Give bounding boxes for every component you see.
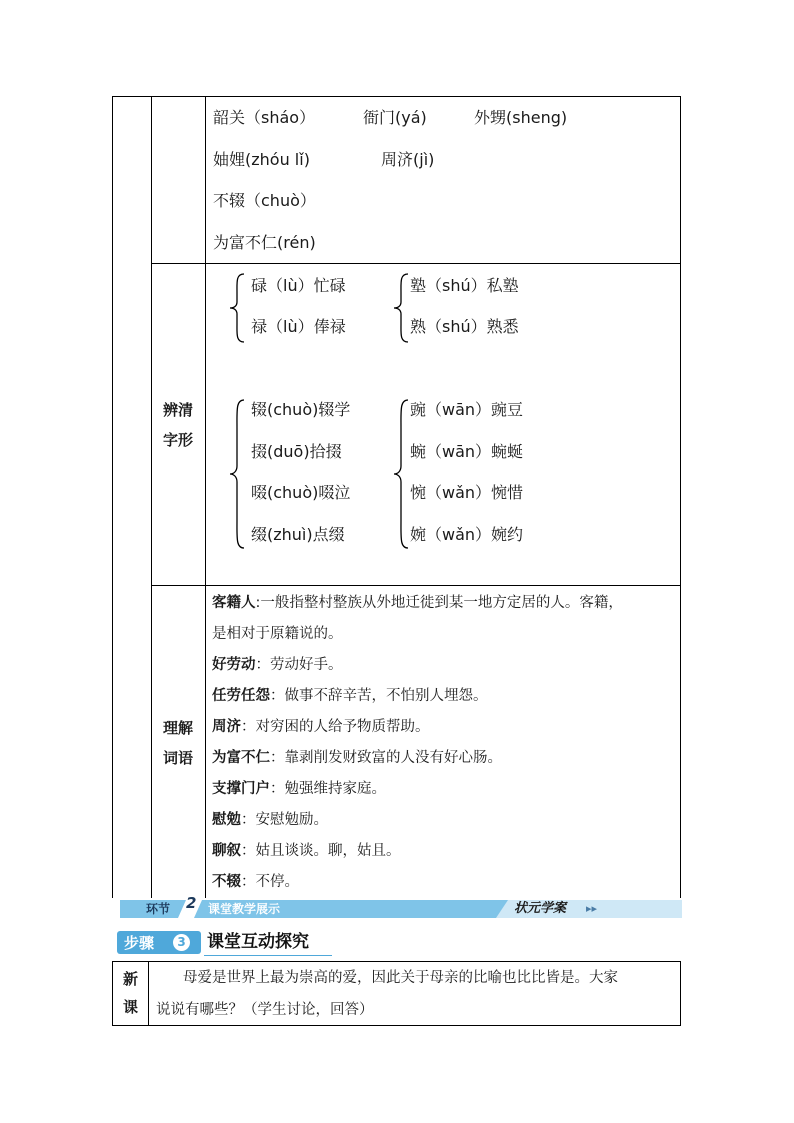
vocab-sep: ： bbox=[241, 812, 256, 828]
banner-huanjie: 环节 bbox=[146, 902, 171, 916]
vocab-term: 客籍人 bbox=[212, 595, 256, 611]
step-title: 课堂互动探究 bbox=[207, 932, 309, 952]
banner-number: 2 bbox=[186, 894, 197, 912]
vocab-definition: 安慰勉励。 bbox=[255, 812, 328, 828]
vocab-entry bbox=[212, 654, 677, 685]
section-banner bbox=[120, 894, 682, 918]
brace-icon bbox=[392, 398, 412, 550]
vocab-definition: 做事不辞辛苦，不怕别人埋怨。 bbox=[284, 688, 488, 704]
banner-brand bbox=[514, 900, 566, 917]
vocab-term: 任劳任怨 bbox=[212, 688, 270, 704]
glyph-item: 塾（shú）私塾 bbox=[410, 276, 519, 295]
bianqing-label bbox=[153, 395, 203, 455]
vocab-entry bbox=[212, 592, 677, 623]
xinke-border-right bbox=[680, 961, 681, 1026]
pinyin-item: 韶关（sháo） bbox=[213, 108, 316, 127]
glyph-item: 婉（wǎn）婉约 bbox=[410, 525, 524, 544]
step-underline bbox=[204, 955, 332, 956]
glyph-item: 啜(chuò)啜泣 bbox=[251, 483, 351, 502]
glyph-item: 禄（lù）俸禄 bbox=[251, 317, 346, 336]
lijie-label-line1: 理解 bbox=[162, 719, 193, 737]
xinke-label bbox=[113, 965, 148, 1021]
brand-part-a: 状元 bbox=[514, 901, 541, 916]
lijie-label-line2: 词语 bbox=[162, 749, 193, 767]
lijie-label bbox=[153, 713, 203, 773]
vocab-sep: ： bbox=[255, 657, 270, 673]
pinyin-item: 外甥(sheng) bbox=[474, 108, 568, 127]
xinke-label-line1: 新 bbox=[122, 970, 138, 988]
xinke-label-line2: 课 bbox=[122, 998, 138, 1016]
vocab-definition: 劳动好手。 bbox=[270, 657, 343, 673]
vocab-sep: ： bbox=[241, 874, 256, 890]
row-divider-2 bbox=[151, 585, 681, 586]
vocab-definition: 靠剥削发财致富的人没有好心肠。 bbox=[284, 750, 502, 766]
vocab-term: 支撑门户 bbox=[212, 781, 270, 797]
vocab-definition: 一般指整村整族从外地迁徙到某一地方定居的人。客籍， bbox=[260, 595, 623, 611]
row-divider-1 bbox=[151, 263, 681, 264]
glyph-item: 碌（lù）忙碌 bbox=[251, 276, 346, 295]
vocab-entry bbox=[212, 871, 677, 902]
vocab-term: 为富不仁 bbox=[212, 750, 270, 766]
pinyin-item: 为富不仁(rén) bbox=[213, 233, 316, 252]
table-border-col1 bbox=[151, 96, 152, 898]
vocab-entry bbox=[212, 716, 677, 747]
vocab-sep: ： bbox=[270, 781, 285, 797]
vocab-sep: ： bbox=[241, 719, 256, 735]
vocab-term: 不辍 bbox=[212, 874, 241, 890]
bianqing-label-line1: 辨清 bbox=[162, 401, 193, 419]
brace-icon bbox=[228, 272, 248, 344]
brace-icon bbox=[392, 272, 412, 344]
table-border-right bbox=[680, 96, 681, 898]
vocab-entry bbox=[212, 685, 677, 716]
vocab-definition: 对穷困的人给予物质帮助。 bbox=[255, 719, 430, 735]
vocab-term: 周济 bbox=[212, 719, 241, 735]
xinke-border-top bbox=[112, 961, 681, 962]
banner-arrows-icon: ▸▸ bbox=[586, 902, 598, 915]
banner-background bbox=[120, 900, 682, 918]
vocab-sep: ： bbox=[241, 843, 256, 859]
xinke-text-line1: 母爱是世界上最为崇高的爱，因此关于母亲的比喻也比比皆是。大家 bbox=[183, 970, 618, 986]
table-border-top bbox=[112, 96, 681, 97]
xinke-border-mid bbox=[148, 961, 149, 1026]
step-label: 步骤 bbox=[124, 934, 155, 952]
glyph-item: 蜿（wān）蜿蜒 bbox=[410, 442, 524, 461]
vocab-sep: ： bbox=[270, 688, 285, 704]
vocab-sep: : bbox=[255, 595, 261, 611]
pinyin-item: 不辍（chuò） bbox=[213, 191, 316, 210]
brand-part-b: 学案 bbox=[540, 901, 567, 916]
glyph-item: 辍(chuò)辍学 bbox=[251, 400, 351, 419]
vocab-definition: 是相对于原籍说的。 bbox=[212, 626, 343, 642]
pinyin-item: 衙门(yá) bbox=[363, 108, 427, 127]
glyph-item: 豌（wān）豌豆 bbox=[410, 400, 524, 419]
xinke-text-line2: 说说有哪些？（学生讨论，回答） bbox=[156, 1002, 374, 1018]
glyph-item: 缀(zhuì)点缀 bbox=[251, 525, 345, 544]
vocab-entry bbox=[212, 809, 677, 840]
vocab-list bbox=[212, 592, 677, 902]
vocab-entry bbox=[212, 778, 677, 809]
table-border-col2 bbox=[205, 96, 206, 898]
glyph-item: 惋（wǎn）惋惜 bbox=[410, 483, 524, 502]
bianqing-label-line2: 字形 bbox=[162, 431, 193, 449]
vocab-definition: 姑且谈谈。聊，姑且。 bbox=[255, 843, 401, 859]
pinyin-item: 妯娌(zhóu lǐ) bbox=[213, 150, 310, 169]
vocab-entry bbox=[212, 840, 677, 871]
banner-title: 课堂教学展示 bbox=[208, 902, 281, 916]
vocab-definition: 不停。 bbox=[255, 874, 299, 890]
pinyin-item: 周济(jì) bbox=[381, 150, 435, 169]
glyph-item: 熟（shú）熟悉 bbox=[410, 317, 519, 336]
vocab-entry bbox=[212, 623, 677, 654]
vocab-definition: 勉强维持家庭。 bbox=[284, 781, 386, 797]
vocab-term: 慰勉 bbox=[212, 812, 241, 828]
xinke-border-bottom bbox=[112, 1025, 681, 1026]
vocab-sep: ： bbox=[270, 750, 285, 766]
vocab-term: 好劳动 bbox=[212, 657, 256, 673]
vocab-term: 聊叙 bbox=[212, 843, 241, 859]
brace-icon bbox=[228, 398, 248, 550]
step-number: 3 bbox=[173, 934, 190, 951]
table-border-left bbox=[112, 96, 113, 898]
vocab-entry bbox=[212, 747, 677, 778]
glyph-item: 掇(duō)拾掇 bbox=[251, 442, 342, 461]
